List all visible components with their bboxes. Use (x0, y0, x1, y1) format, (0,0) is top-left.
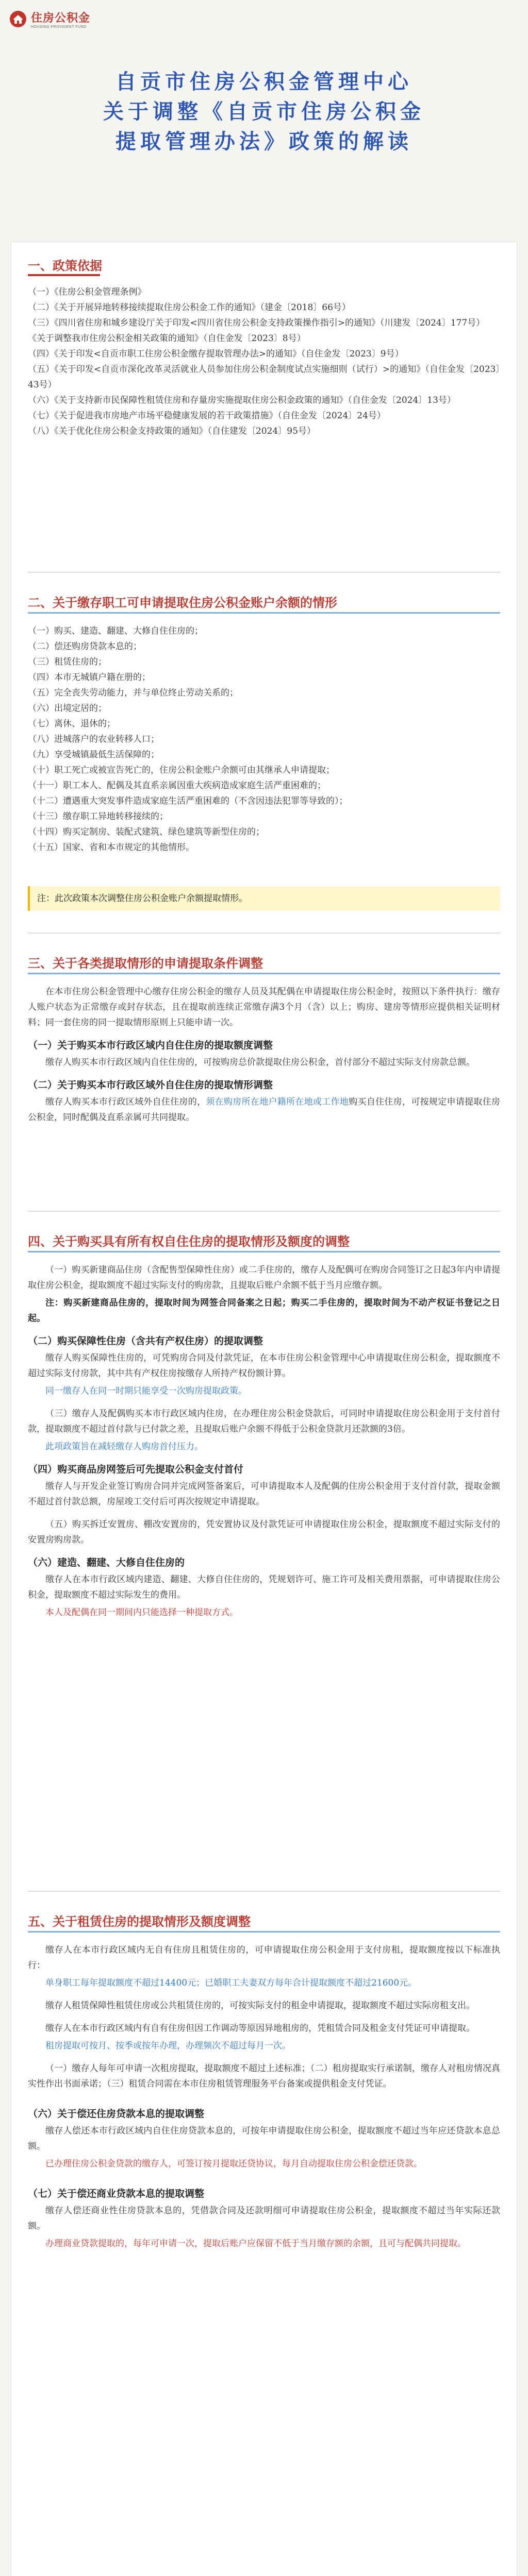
divider (28, 572, 500, 573)
brand-name-cn: 住房公积金 (31, 11, 91, 24)
s4-p5: （五）购买拆迁安置房、棚改安置房的，凭安置协议及付款凭证可申请提取住房公积金，提取额度不超过实际支付的安置房购房款。 (28, 1519, 500, 1545)
section-1-heading: 一、政策依据 (28, 259, 102, 273)
case-item: （十五）国家、省和本市规定的其他情形。 (28, 842, 194, 853)
s5-p1-highlight: 单身职工每年提取额度不超过14400元；已婚职工夫妻双方每年合计提取额度不超过21600元。 (45, 1978, 417, 1988)
brand-name-en: HOUSING PROVIDENT FUND (31, 25, 87, 29)
case-item: （十一）职工本人、配偶及其直系亲属因重大疾病造成家庭生活严重困难的； (28, 781, 326, 791)
policy-item: （七）《关于促进我市房地产市场平稳健康发展的若干政策措施》（自住金发〔2024〕24号） (28, 411, 386, 421)
s3-sub2-highlight: 须在购房所在地户籍所在地或工作地 (206, 1097, 349, 1107)
section-5-body (28, 1942, 500, 2253)
section-1-rule (28, 274, 100, 276)
case-item: （一）购买、建造、翻建、大修自住住房的； (28, 626, 203, 636)
policy-item: 《关于调整我市住房公积金相关政策的通知》（自住金发〔2023〕8号） (28, 333, 306, 344)
s5-p3: 缴存人在本市行政区域内有自有住房但因工作调动等原因异地租房的，凭租赁合同及租金支付凭证可申请提取。 (45, 2023, 475, 2033)
s4-p1-note: 注：购买新建商品住房的，提取时间为网签合同备案之日起；购买二手住房的，提取时间为不动产权证书登记之日起。 (28, 1298, 500, 1324)
s4-p2-highlight: 同一缴存人在同一时期只能享受一次购房提取政策。 (45, 1386, 247, 1396)
s3-sub2-title: （二）关于购买本市行政区域外自住住房的提取情形调整 (28, 1079, 273, 1091)
section-3-heading: 三、关于各类提取情形的申请提取条件调整 (28, 957, 263, 971)
s3-sub1-text: 缴存人购买本市行政区域内自住住房的，可按购房总价款提取住房公积金，首付部分不超过实际支付房款总额。 (45, 1057, 475, 1067)
title-line-2: 关于调整《自贡市住房公积金 (103, 99, 425, 124)
case-item: （十二）遭遇重大突发事件造成家庭生活严重困难的（不含因违法犯罪等导致的）； (28, 796, 348, 806)
divider (28, 1891, 500, 1892)
section-3-para: 在本市住房公积金管理中心缴存住房公积金的缴存人员及其配偶在申请提取住房公积金时，按照以下条件执行：缴存人账户状态为正常缴存或封存状态，且在提取前连续正常缴存满3个月（含）以上；购房、建房等情形应提供相关证明材料；同一套住房的同一提取情形原则上只能申请一次。 (28, 987, 500, 1028)
s5-p5: 缴存人偿还本市行政区域内自住住房贷款本息的，可按年申请提取住房公积金，提取额度不超过当年应还贷款本息总额。 (28, 2126, 500, 2151)
s5-p2: 缴存人租赁保障性租赁住房或公共租赁住房的，可按实际支付的租金申请提取，提取额度不超过实际房租支出。 (45, 2001, 475, 2011)
title-line-3: 提取管理办法》政策的解读 (116, 129, 412, 154)
s5-p1: 缴存人在本市行政区域内无自有住房且租赁住房的，可申请提取住房公积金用于支付房租，提取额度按以下标准执行： (28, 1945, 500, 1971)
case-item: （二）偿还购房贷款本息的； (28, 641, 142, 652)
policy-item: （一）《住房公积金管理条例》 (28, 287, 146, 297)
policy-item: （八）《关于优化住房公积金支持政策的通知》（自住建发〔2024〕95号） (28, 426, 316, 436)
s4-p3: （三）缴存人及配偶购买本市行政区域内住房，在办理住房公积金贷款后，可同时申请提取住房公积金用于支付首付款，提取额度不超过首付款与已付款之差，且提取后账户余额不得低于公积金贷款月还款额的3倍。 (28, 1409, 500, 1434)
case-item: （十三）缴存职工异地转移接续的； (28, 811, 168, 822)
s4-p4: 缴存人与开发企业签订购房合同并完成网签备案后，可申请提取本人及配偶的住房公积金用于支付首付款，提取金额不超过首付款总额，房屋竣工交付后可再次按规定申请提取。 (28, 1481, 500, 1507)
section-4-rule (28, 1251, 500, 1252)
section-3-body (28, 984, 500, 1127)
policy-item: （二）《关于开展异地转移接续提取住房公积金工作的通知》（建金〔2018〕66号） (28, 302, 351, 313)
s3-sub2-text-a: 缴存人购买本市行政区域外自住住房的， (45, 1097, 206, 1107)
s4-p6-title: （六）建造、翻建、大修自住住房的 (28, 1557, 185, 1568)
case-item: （五）完全丧失劳动能力，并与单位终止劳动关系的； (28, 688, 238, 698)
s4-p4-title: （四）购买商品房网签后可先提取公积金支付首付 (28, 1464, 244, 1475)
policy-item: （四）《关于印发<自贡市职工住房公积金缴存提取管理办法>的通知》（自住金发〔2023〕9号） (28, 349, 404, 359)
s3-sub1-title: （一）关于购买本市行政区域内自住住房的提取额度调整 (28, 1040, 273, 1051)
case-item: （十）职工死亡或被宣告死亡的，住房公积金账户余额可由其继承人申请提取； (28, 765, 335, 775)
policy-item: （三）《四川省住房和城乡建设厅关于印发<四川省住房公积金支持政策操作指引>的通知》（川建发〔2024〕177号） (28, 318, 485, 328)
s5-p5-highlight: 已办理住房公积金贷款的缴存人，可签订按月提取还贷协议，每月自动提取住房公积金偿还贷款。 (45, 2159, 422, 2169)
section-4-body (28, 1262, 500, 1622)
title-line-1: 自贡市住房公积金管理中心 (116, 70, 412, 94)
s5-p6-highlight: 办理商业贷款提取的，每年可申请一次，提取后账户应保留不低于当月缴存额的余额，且可与配偶共同提取。 (45, 2239, 466, 2249)
s4-p6: 缴存人在本市行政区域内建造、翻建、大修自住住房的，凭规划许可、施工许可及相关费用票据，可申请提取住房公积金，提取额度不超过实际发生的费用。 (28, 1574, 500, 1600)
house-logo-icon (9, 10, 27, 28)
case-item: （三）租赁住房的； (28, 657, 107, 667)
s5-p5-title: （六）关于偿还住房贷款本息的提取调整 (28, 2108, 205, 2120)
case-item: （七）离休、退休的； (28, 719, 116, 729)
policy-item: （五）《关于印发<自贡市深化改革灵活就业人员参加住房公积金制度试点实施细则（试行）>的通知》（自住金发〔2023〕43号） (28, 364, 500, 390)
section-5-rule (28, 1931, 500, 1933)
policy-basis-list (28, 284, 500, 439)
section-2-rule (28, 612, 500, 614)
header (0, 0, 528, 185)
brand-logo (9, 9, 90, 29)
s4-p6-highlight: 本人及配偶在同一期间内只能选择一种提取方式。 (45, 1607, 238, 1618)
s5-p6-title: （七）关于偿还商业贷款本息的提取调整 (28, 2188, 205, 2199)
s3-sub2-text-b: 购买自住住房，可按规定申请提取住房公积金，同时配偶及直系亲属可共同提取。 (28, 1097, 501, 1123)
s4-p2-title: （二）购买保障性住房（含共有产权住房）的提取调整 (28, 1335, 263, 1347)
case-item: （四）本市无城镇户籍在册的； (28, 672, 151, 683)
s3-sub2-text (28, 1094, 500, 1125)
section-4-heading: 四、关于购买具有所有权自住住房的提取情形及额度的调整 (28, 1235, 350, 1249)
case-item: （十四）购买定制房、装配式建筑、绿色建筑等新型住房的； (28, 827, 265, 837)
article-body (11, 242, 517, 2576)
s5-p4: （一）缴存人每年可申请一次租房提取，提取额度不超过上述标准；（二）租房提取实行承诺制，缴存人对租房情况真实性作出书面承诺；（三）租赁合同需在本市住房租赁管理服务平台备案或提供租金支付凭证。 (28, 2063, 500, 2089)
s5-p3-highlight: 租房提取可按月、按季或按年办理，办理频次不超过每月一次。 (45, 2041, 291, 2051)
case-item: （九）享受城镇最低生活保障的； (28, 750, 159, 760)
policy-item: （六）《关于支持新市民保障性租赁住房和存量房实施提取住房公积金政策的通知》（自住金发〔2024〕13号） (28, 395, 456, 405)
section-3-rule (28, 973, 500, 974)
case-item: （八）进城落户的农业转移人口； (28, 734, 159, 744)
divider (28, 1211, 500, 1212)
divider (28, 933, 500, 934)
case-item: （六）出境定居的； (28, 703, 107, 714)
withdrawal-cases-list (28, 623, 500, 855)
s4-p1: （一）购买新建商品住房（含配售型保障性住房）或二手住房的，缴存人及配偶可在购房合同签订之日起3年内申请提取住房公积金，提取额度不超过实际支付的购房款，且提取后账户余额不低于当月应缴存额。 (28, 1265, 500, 1291)
page-title (0, 67, 528, 157)
s4-p2: 缴存人购买保障性住房的，可凭购房合同及付款凭证，在本市住房公积金管理中心申请提取住房公积金，提取额度不超过实际支付房款，其中共有产权住房按缴存人所持产权份额计算。 (28, 1353, 500, 1379)
s5-p6: 缴存人偿还商业性住房贷款本息的，凭借款合同及还款明细可申请提取住房公积金，提取额度不超过当年实际还款额。 (28, 2206, 500, 2231)
s4-p3-highlight: 此项政策旨在减轻缴存人购房首付压力。 (45, 1442, 203, 1452)
section-2-note: 注：此次政策本次调整住房公积金账户余额提取情形。 (28, 886, 500, 911)
section-5-heading: 五、关于租赁住房的提取情形及额度调整 (28, 1915, 251, 1929)
section-2-heading: 二、关于缴存职工可申请提取住房公积金账户余额的情形 (28, 596, 337, 610)
